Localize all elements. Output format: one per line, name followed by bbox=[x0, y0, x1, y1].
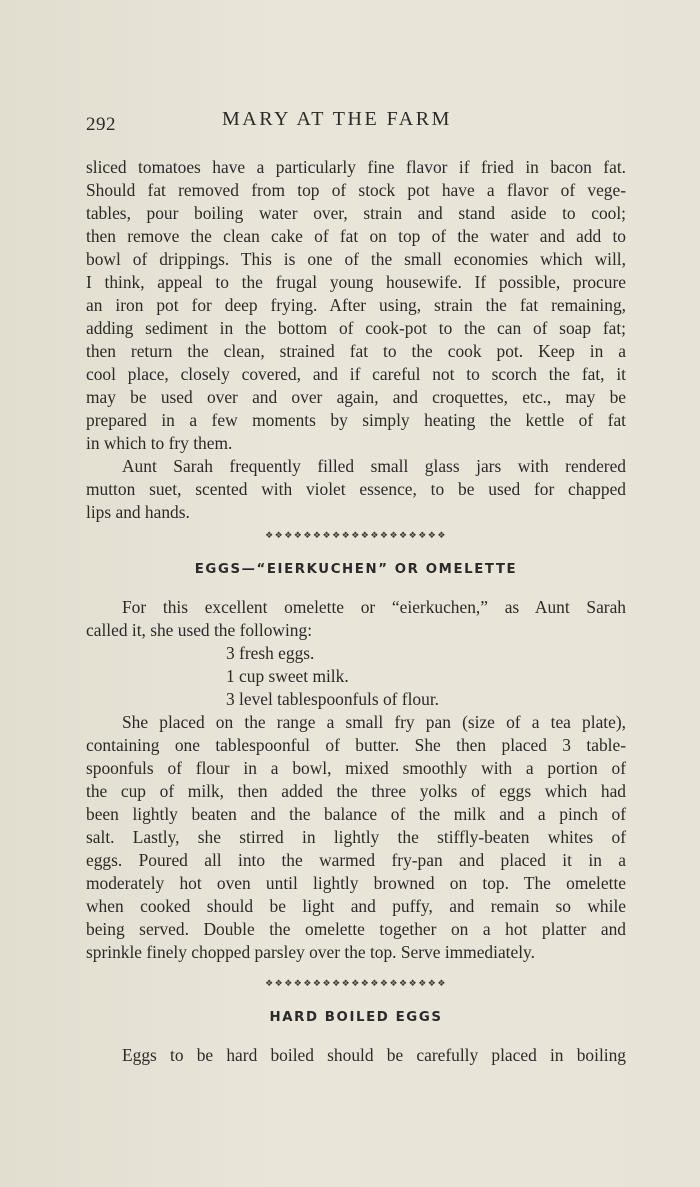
page-body bbox=[86, 156, 626, 1067]
text-line: being served. Double the omelette together on a hot platter and bbox=[86, 919, 626, 939]
text-line: mutton suet, scented with violet essence, to be used for chapped bbox=[86, 479, 626, 499]
ornament-divider: ❖❖❖❖❖❖❖❖❖❖❖❖❖❖❖❖❖❖❖ bbox=[265, 978, 447, 988]
text-line: when cooked should be light and puffy, and remain so while bbox=[86, 896, 626, 916]
section-title-omelette: EGGS—“EIERKUCHEN” OR OMELETTE bbox=[194, 562, 518, 577]
text-line: moderately hot oven until lightly browned on top. The omelette bbox=[86, 873, 626, 893]
text-line: salt. Lastly, she stirred in lightly the stiffly-beaten whites of bbox=[86, 827, 626, 847]
ingredient-list bbox=[86, 642, 626, 711]
ornament-divider: ❖❖❖❖❖❖❖❖❖❖❖❖❖❖❖❖❖❖❖ bbox=[265, 530, 447, 540]
page-header bbox=[86, 104, 626, 138]
text-line: Should fat removed from top of stock pot have a flavor of vege- bbox=[86, 180, 626, 200]
ingredient-item: 3 fresh eggs. bbox=[226, 643, 315, 663]
text-line: spoonfuls of flour in a bowl, mixed smoothly with a portion of bbox=[86, 758, 626, 778]
paragraph-hard-boiled bbox=[86, 1044, 626, 1067]
page-number: 292 bbox=[86, 114, 116, 135]
text-line: the cup of milk, then added the three yolks of eggs which had bbox=[86, 781, 626, 801]
running-title: MARY AT THE FARM bbox=[222, 108, 452, 130]
text-line: prepared in a few moments by simply heating the kettle of fat bbox=[86, 410, 626, 430]
text-line: an iron pot for deep frying. After using, strain the fat remaining, bbox=[86, 295, 626, 315]
text-line: I think, appeal to the frugal young housewife. If possible, procure bbox=[86, 272, 626, 292]
ingredient-item: 3 level tablespoonfuls of flour. bbox=[226, 689, 439, 709]
text-line: in which to fry them. bbox=[86, 433, 233, 453]
text-line: sliced tomatoes have a particularly fine flavor if fried in bacon fat. bbox=[86, 157, 626, 177]
text-line: lips and hands. bbox=[86, 502, 190, 522]
text-line: then return the clean, strained fat to the cook pot. Keep in a bbox=[86, 341, 626, 361]
text-line: then remove the clean cake of fat on top of the water and add to bbox=[86, 226, 626, 246]
section-title-hard-boiled-eggs: HARD BOILED EGGS bbox=[269, 1010, 443, 1025]
paragraph-omelette-intro bbox=[86, 596, 626, 642]
text-line: containing one tablespoonful of butter. She then placed 3 table- bbox=[86, 735, 626, 755]
text-line: Eggs to be hard boiled should be carefully placed in boiling bbox=[122, 1045, 626, 1065]
text-line: may be used over and over again, and croquettes, etc., may be bbox=[86, 387, 626, 407]
text-line: cool place, closely covered, and if careful not to scorch the fat, it bbox=[86, 364, 626, 384]
text-line: Aunt Sarah frequently filled small glass jars with rendered bbox=[122, 456, 626, 476]
paragraph-fat-economy bbox=[86, 156, 626, 455]
text-line: adding sediment in the bottom of cook-pot to the can of soap fat; bbox=[86, 318, 626, 338]
text-line: eggs. Poured all into the warmed fry-pan and placed it in a bbox=[86, 850, 626, 870]
text-line: For this excellent omelette or “eierkuchen,” as Aunt Sarah bbox=[122, 597, 626, 617]
text-line: tables, pour boiling water over, strain and stand aside to cool; bbox=[86, 203, 626, 223]
text-line: been lightly beaten and the balance of the milk and a pinch of bbox=[86, 804, 626, 824]
text-line: She placed on the range a small fry pan (size of a tea plate), bbox=[122, 712, 626, 732]
text-line: called it, she used the following: bbox=[86, 620, 313, 640]
text-line: bowl of drippings. This is one of the small economies which will, bbox=[86, 249, 626, 269]
paragraph-mutton-suet bbox=[86, 455, 626, 524]
text-line: sprinkle finely chopped parsley over the top. Serve immediately. bbox=[86, 942, 535, 962]
ingredient-item: 1 cup sweet milk. bbox=[226, 666, 349, 686]
paragraph-omelette-method bbox=[86, 711, 626, 964]
